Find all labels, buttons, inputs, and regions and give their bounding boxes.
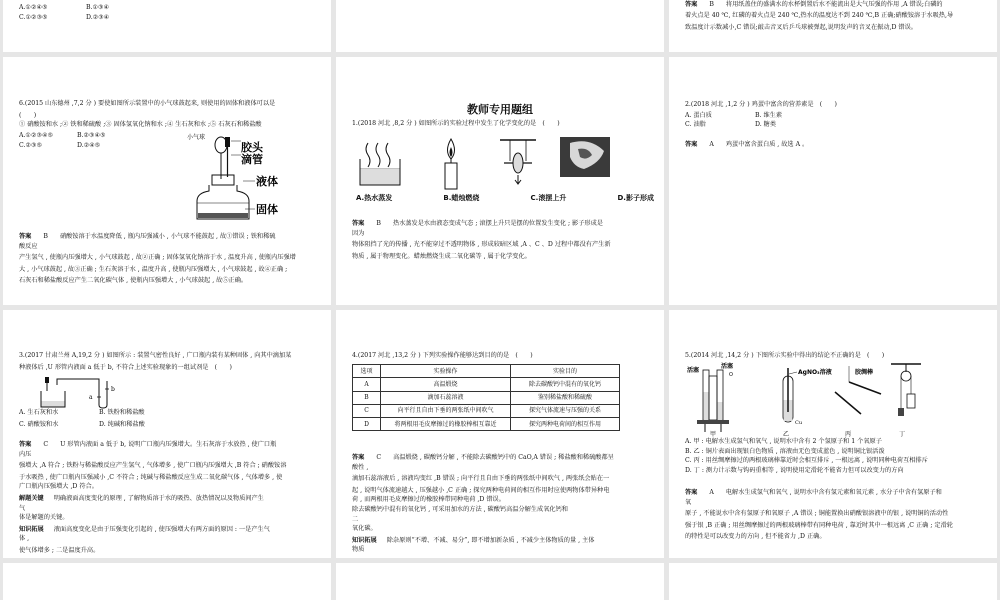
question-stem: 1.(2018 河北 ,8,2 分 ) 如图所示的实验过程中发生了化学变化的是 ( )	[352, 120, 560, 127]
table-row	[353, 391, 620, 404]
table-cell: 将两根用毛皮摩擦过的橡胶棒相互靠近	[381, 418, 511, 431]
answer-text: 物质 , 属于物理变化。蜡烛燃烧生成二氧化碳等 , 属于化学变化。	[352, 252, 531, 260]
answer-text: 物体阻挡了光的传播 , 光不能穿过不透明物体 , 形成较暗区域 ,A 、C 、D 过程中都没有产生新	[352, 241, 611, 249]
answer-block	[685, 488, 985, 542]
question-stem: 2.(2018 河北 ,1,2 分 ) 鸡蛋中富含的营养素是 ( )	[685, 101, 837, 108]
tip-text: 体是解题的关键。	[19, 514, 69, 522]
answer-text: 滴加石蕊溶液后 , 溶液均变红 ,B 错误 ; 向平行且自由下垂的两张纸中间吹气 , 两张纸会贴在一	[352, 475, 610, 483]
answer-text: 热水蒸发是水由液态变成气态 ; 滚摆上升只是摆的位置发生变化 ; 影子形成是	[392, 220, 603, 227]
knowledge-tag: 知识拓展	[19, 525, 44, 533]
option-a: A. 甲 : 电解水生成氢气和氧气 , 说明水中含有 2 个氢原子和 1 个氧原子	[685, 438, 882, 445]
option-d: D. 丁 : 测力计示数与钩码重相等 , 说明使用定滑轮不能省力但可以改变力的方向	[685, 466, 904, 474]
answer-text: 硝酸铵溶于水温度降低 , 瓶内压强减小 , 小气球不能鼓起 , 故①错误 ; 铁和稀硫	[59, 233, 276, 240]
page-question-6	[3, 57, 331, 305]
option-b: B. 铁粉和稀盐酸	[99, 409, 145, 416]
table-cell: B	[353, 391, 381, 404]
fig-label-cap: 胶头	[241, 141, 263, 154]
option-c: C.②③⑤	[19, 142, 43, 150]
answer-text: 石灰石和稀盐酸反应产生二氧化碳气体 , 使瓶内压强增大 , 小气球鼓起 , 故⑤正确。	[19, 277, 248, 285]
fig-caption-ding: 丁	[899, 431, 906, 438]
page-top-middle	[336, 0, 664, 52]
caption-a: A.热水蒸发	[356, 194, 393, 202]
page-bottom-right	[669, 563, 997, 600]
knowledge-text: 液面高度变化是由于压强变化引起的 , 使压强增大有两方面的原因 : 一是产生气	[53, 525, 270, 533]
answer-text: 的特性是可以改变力的方向 , 但不能省力 ,D 正确。	[685, 533, 826, 541]
option-b: B. 乙 : 铜片表面出现银白色物质 , 溶液由无色变成蓝色 , 说明铜比银活泼	[685, 447, 885, 455]
answer-text: 着火点是 40 ℃, 红磷的着火点是 240 ℃,热水的温度达不到 240 ℃,B 正确;硝酸铵溶于水吸热,导	[685, 11, 954, 19]
table-cell: D	[353, 418, 381, 431]
page-teacher-group	[336, 57, 664, 305]
table-row	[353, 418, 620, 431]
question-stem: 3.(2017 甘肃兰州 A,19,2 分 ) 如图所示 : 装置气密性良好 , 广口瓶内装有某种固体 , 向其中滴加某	[19, 352, 292, 359]
page-question-5	[669, 310, 997, 558]
fig-caption-jia: 甲	[710, 431, 717, 438]
answer-letter: B	[43, 233, 48, 240]
table-header: 选项	[353, 365, 381, 378]
answer-text: 电解水生成氢气和氧气 , 说明水中含有氢元素和氧元素 , 水分子中含有氢原子和	[725, 489, 942, 496]
option-b: B. 维生素	[755, 111, 783, 119]
answer-letter: B	[376, 220, 381, 227]
answer-text: 酸性 ,	[352, 463, 369, 471]
section-title: 教师专用题组	[467, 103, 533, 116]
tip-text: 气	[19, 504, 26, 512]
four-experiments-figure	[685, 362, 925, 438]
answer-tag: 答案	[19, 441, 32, 448]
fig-label-balloon: 小气球	[187, 134, 206, 141]
option-d: D. 纯碱和稀盐酸	[99, 420, 145, 428]
balloon-apparatus-figure	[183, 131, 293, 223]
answer-text: 致温度计示数减小,C 错误;敲击音叉后乒乓球被弹起,说明发声的音叉在振动,D 错误。	[685, 24, 917, 32]
answer-tag: 答案	[352, 454, 365, 461]
candle-figure	[436, 137, 466, 191]
answer-text: 氧	[685, 498, 692, 506]
fig-caption-yi: 乙	[783, 431, 790, 438]
answer-letter: A	[709, 489, 714, 496]
fig-label-valve: 活塞	[721, 363, 734, 370]
answer-block	[19, 440, 319, 556]
table-header: 实验操作	[381, 365, 511, 378]
knowledge-text: 除杂原则“不增、不减、易分”, 即不增加新杂质 , 不减少主体物质的量 , 主体	[386, 536, 595, 544]
answer-text: 于水吸热 , 使广口瓶内压强减小 ,C 不符合 ; 纯碱与稀盐酸反应生成二氧化碳气体 , 气体增多 , 使	[19, 473, 283, 481]
table-cell: 探究气体流速与压强的关系	[511, 404, 620, 417]
knowledge-text: 物质	[352, 546, 365, 554]
option-c: C. 硝酸铵和水	[19, 420, 59, 428]
option-d: D.②④⑤	[77, 142, 101, 150]
answer-letter: B	[709, 1, 714, 8]
fig-label-solid: 固体	[256, 203, 278, 216]
question-items: ① 硝酸铵和水 ;② 铁和稀硫酸 ;③ 固体氢氧化钠和水 ;④ 生石灰和水 ;⑤ 石灰石和稀盐酸	[19, 121, 262, 129]
question-stem: 6.(2015 山东德州 ,7,2 分 ) 要使如图所示装置中的小气球鼓起来, 则使用的固体和液体可以是	[19, 100, 276, 107]
option-c: C.①②③⑤	[19, 13, 48, 21]
option-c: C. 油脂	[685, 121, 706, 129]
fig-caption-bing: 丙	[845, 431, 852, 438]
answer-block	[685, 0, 985, 33]
rolling-pendulum-figure	[498, 137, 538, 191]
table-cell: 高温煅烧	[381, 378, 511, 391]
table-header: 实验目的	[511, 365, 620, 378]
table-header-row	[353, 365, 620, 378]
answer-text: 酸反应	[19, 242, 38, 250]
option-a: A. 蛋白质	[685, 111, 712, 119]
answer-tag: 答案	[19, 233, 32, 240]
option-a: A. 生石灰和水	[19, 409, 59, 416]
answer-text: 因为	[352, 229, 365, 237]
option-b: B.②③④⑤	[77, 131, 106, 139]
page-top-right	[669, 0, 997, 52]
question-stem: 4.(2017 河北 ,13,2 分 ) 下列实验操作能够达到目的的是 ( )	[352, 352, 533, 359]
tip-text: 明确液面高度变化的原理 , 了解物质溶于水的吸热、放热情况以及物质间产生	[53, 495, 264, 503]
table-row	[353, 404, 620, 417]
answer-letter: C	[43, 441, 49, 448]
knowledge-text: 使气体增多 ; 二是温度升高。	[19, 547, 100, 555]
page-question-4	[336, 310, 664, 558]
fig-label-rod: 胶绸棒	[855, 369, 874, 376]
caption-c: C.滚摆上升	[530, 194, 567, 202]
answer-text: 广口瓶内压强增大 ,D 符合。	[19, 483, 98, 491]
fig-label-agno3: AgNO₃溶液	[798, 369, 832, 376]
answer-text: 高温煅烧 , 碳酸钙分解 , 不能除去碳酸钙中的 CaO,A 错误 ; 稀盐酸和稀硫酸都呈	[393, 454, 614, 461]
answer-letter: A	[709, 140, 714, 148]
answer-tag: 答案	[352, 220, 365, 227]
table-cell: A	[353, 378, 381, 391]
option-a: A.①②③④⑤	[19, 131, 54, 139]
question-stem: 5.(2014 河北 ,14,2 分 ) 下图所示实验中得出的结论不正确的是 ( )	[685, 352, 885, 359]
table-cell: 滴加石蕊溶液	[381, 391, 511, 404]
knowledge-text: 体 ,	[19, 535, 30, 543]
fig-label-valve: 活塞	[687, 367, 700, 374]
tip-tag: 解题关键	[19, 495, 44, 503]
answer-text: 强于银 ,B 正确 ; 用丝绸摩擦过的两根玻璃棒带有同种电荷 , 靠近时其中一根远离 ,C 正确 ; 定滑轮	[685, 521, 953, 529]
option-d: D.②③④	[86, 13, 110, 21]
fig-label-b: b	[111, 386, 115, 393]
answer-block	[352, 219, 652, 261]
table-cell: C	[353, 404, 381, 417]
u-tube-apparatus-figure	[39, 375, 129, 409]
page-bottom-left	[3, 563, 331, 600]
fig-label-dropper: 滴管	[241, 153, 263, 166]
answer-letter: C	[376, 454, 382, 461]
answer-text: 氧化碳。	[352, 525, 377, 533]
answer-text: 大 , 小气球鼓起 , 故③正确 ; 生石灰溶于水 , 温度升高 , 使瓶内压强增大 , 小气球鼓起 , 故④正确 ;	[19, 265, 288, 273]
answer-tag: 答案	[685, 140, 698, 148]
answer-tag: 答案	[685, 489, 698, 496]
table-cell: 探究两种电荷间的相互作用	[511, 418, 620, 431]
beaker-steam-figure	[354, 139, 408, 187]
page-question-2	[669, 57, 997, 305]
option-a: A.①②④⑤	[19, 4, 48, 11]
knowledge-tag: 知识拓展	[352, 536, 377, 544]
answer-text: U 形管内液面 a 低于 b, 说明广口瓶内压强增大。生石灰溶于水放热 , 使广口瓶	[60, 441, 277, 448]
answer-text: 将用纸盖住的盛满水的水杯倒置后水不能流出是大气压强的作用 ,A 错误;白磷的	[725, 1, 943, 8]
caption-d: D.影子形成	[617, 194, 654, 202]
answer-text: 二	[352, 515, 359, 523]
experiment-table	[352, 364, 620, 431]
answer-text: 鸡蛋中富含蛋白质 , 故选 A 。	[725, 140, 809, 148]
page-question-3	[3, 310, 331, 558]
fig-label-cu: Cu	[795, 420, 803, 426]
answer-text: 原子 , 不能说水中含有氢原子和氧原子 ,A 错误 ; 铜能置换出硝酸银溶液中的银 , 说明铜的活动性	[685, 510, 949, 518]
answer-text: 产生氢气 , 使瓶内压强增大 , 小气球鼓起 , 故②正确 ; 固体氢氧化钠溶于水 , 温度升高 , 使瓶内压强增	[19, 254, 296, 262]
answer-text: 强增大 ,A 符合 ; 铁粉与稀盐酸反应产生氢气 , 气体增多 , 使广口瓶内压强增大 ,B 符合 ; 硝酸铵溶	[19, 462, 287, 470]
table-cell: 向平行且自由下垂的两张纸中间吹气	[381, 404, 511, 417]
question-stem: 种液体后 ,U 形管内液面 a 低于 b, 不符合上述实验现象的一组试剂是 ( )	[19, 363, 232, 371]
table-cell: 鉴别稀盐酸和稀硫酸	[511, 391, 620, 404]
answer-text: 除去碳酸钙中混有的氧化钙 , 可采用加水的方法 , 碳酸钙高温分解生成氧化钙和	[352, 506, 568, 514]
option-b: B.①③④	[86, 4, 110, 11]
answer-block	[19, 232, 319, 286]
option-d: D. 糖类	[755, 121, 777, 129]
caption-b: B.蜡烛燃烧	[443, 194, 480, 202]
table-cell: 除去碳酸钙中混有的氧化钙	[511, 378, 620, 391]
page-bottom-middle	[336, 563, 664, 600]
fig-label-a: a	[89, 394, 93, 401]
question-stem-bracket: ( )	[19, 111, 37, 119]
fig-label-liquid: 液体	[256, 175, 278, 188]
answer-tag: 答案	[685, 1, 698, 8]
page-top-left	[3, 0, 331, 52]
options-row	[19, 3, 319, 22]
answer-text: 荷 , 而两根用毛皮摩擦过的橡胶棒带同种电荷 ,D 错误。	[352, 496, 505, 504]
fig-label-oxygen: O	[729, 372, 733, 378]
shadow-photo-figure	[560, 137, 610, 177]
figure-captions	[356, 193, 654, 204]
table-row	[353, 378, 620, 391]
answer-text: 起 , 说明气体流速越大 , 压强越小 ,C 正确 ; 探究两种电荷间的相互作用时应使两物体带异种电	[352, 486, 610, 494]
answer-block	[352, 453, 652, 555]
option-c: C. 丙 : 用丝绸摩擦过的两根玻璃棒靠近时会相互排斥 , 一根远离 , 说明同种电荷互相排斥	[685, 457, 928, 465]
answer-text: 内压	[19, 450, 32, 458]
